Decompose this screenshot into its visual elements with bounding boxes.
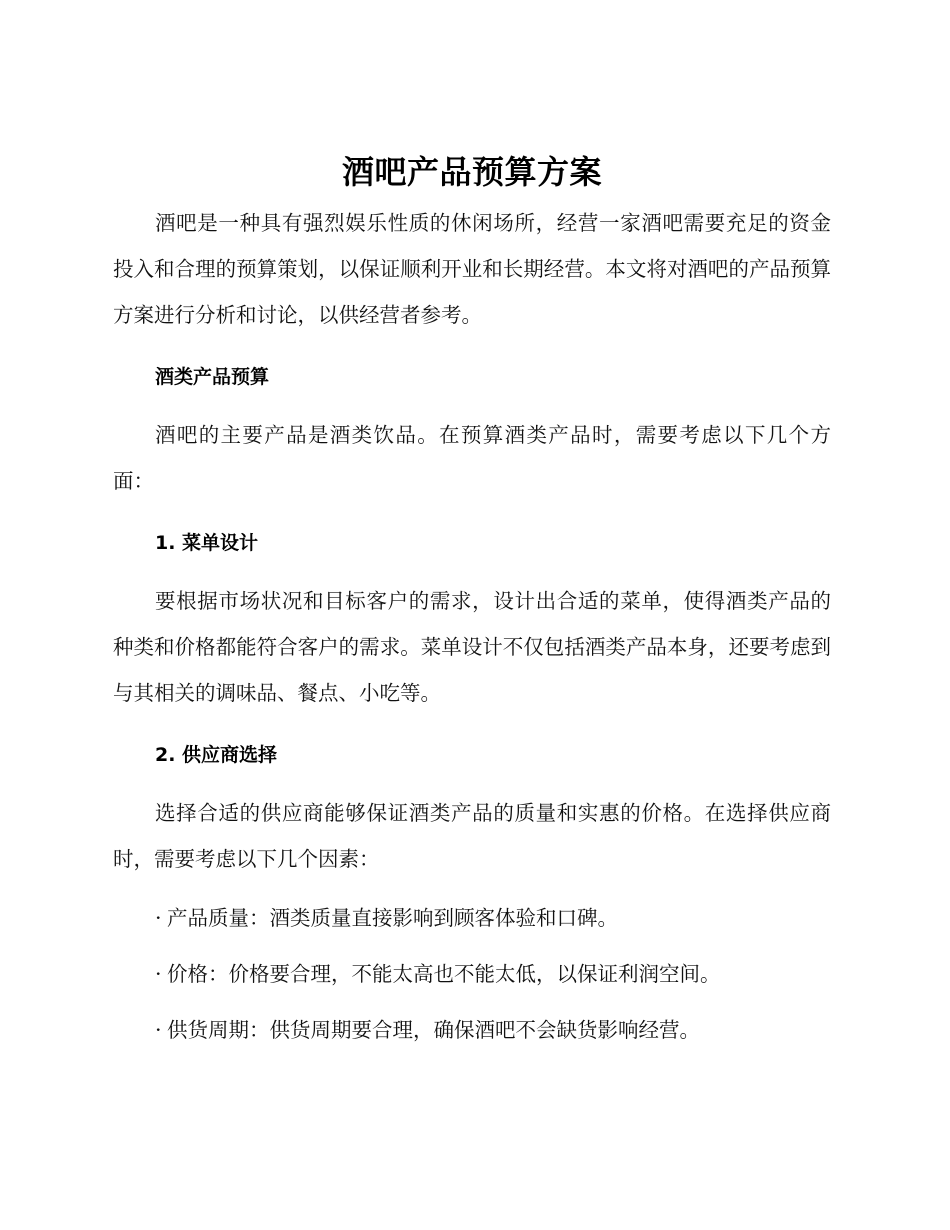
bullet-text: 产品质量：酒类质量直接影响到顾客体验和口碑。 xyxy=(167,906,618,930)
bullet-item xyxy=(155,954,831,994)
bullet-text: 价格：价格要合理，不能太高也不能太低，以保证利润空间。 xyxy=(167,962,721,986)
subheading-supplier-selection: 2. 供应商选择 xyxy=(155,744,278,766)
bullet-marker: · xyxy=(155,962,162,986)
bullet-marker: · xyxy=(155,906,162,930)
section-heading-alcohol-budget: 酒类产品预算 xyxy=(155,366,270,388)
bullet-item xyxy=(155,898,831,938)
subheading-menu-design: 1. 菜单设计 xyxy=(155,532,259,554)
section-paragraph-alcohol-budget: 酒吧的主要产品是酒类饮品。在预算酒类产品时，需要考虑以下几个方面： xyxy=(113,423,831,493)
page-title: 酒吧产品预算方案 xyxy=(341,153,602,191)
bullet-item xyxy=(155,1010,831,1050)
paragraph-supplier-selection: 选择合适的供应商能够保证酒类产品的质量和实惠的价格。在选择供应商时，需要考虑以下几个因素： xyxy=(113,801,831,871)
bullet-text: 供货周期：供货周期要合理，确保酒吧不会缺货影响经营。 xyxy=(167,1018,700,1042)
intro-paragraph: 酒吧是一种具有强烈娱乐性质的休闲场所，经营一家酒吧需要充足的资金投入和合理的预算策划，以保证顺利开业和长期经营。本文将对酒吧的产品预算方案进行分析和讨论，以供经营者参考。 xyxy=(113,211,831,327)
document-page xyxy=(113,150,831,1050)
bullet-marker: · xyxy=(155,1018,162,1042)
paragraph-menu-design: 要根据市场状况和目标客户的需求，设计出合适的菜单，使得酒类产品的种类和价格都能符合客户的需求。菜单设计不仅包括酒类产品本身，还要考虑到与其相关的调味品、餐点、小吃等。 xyxy=(113,589,831,705)
